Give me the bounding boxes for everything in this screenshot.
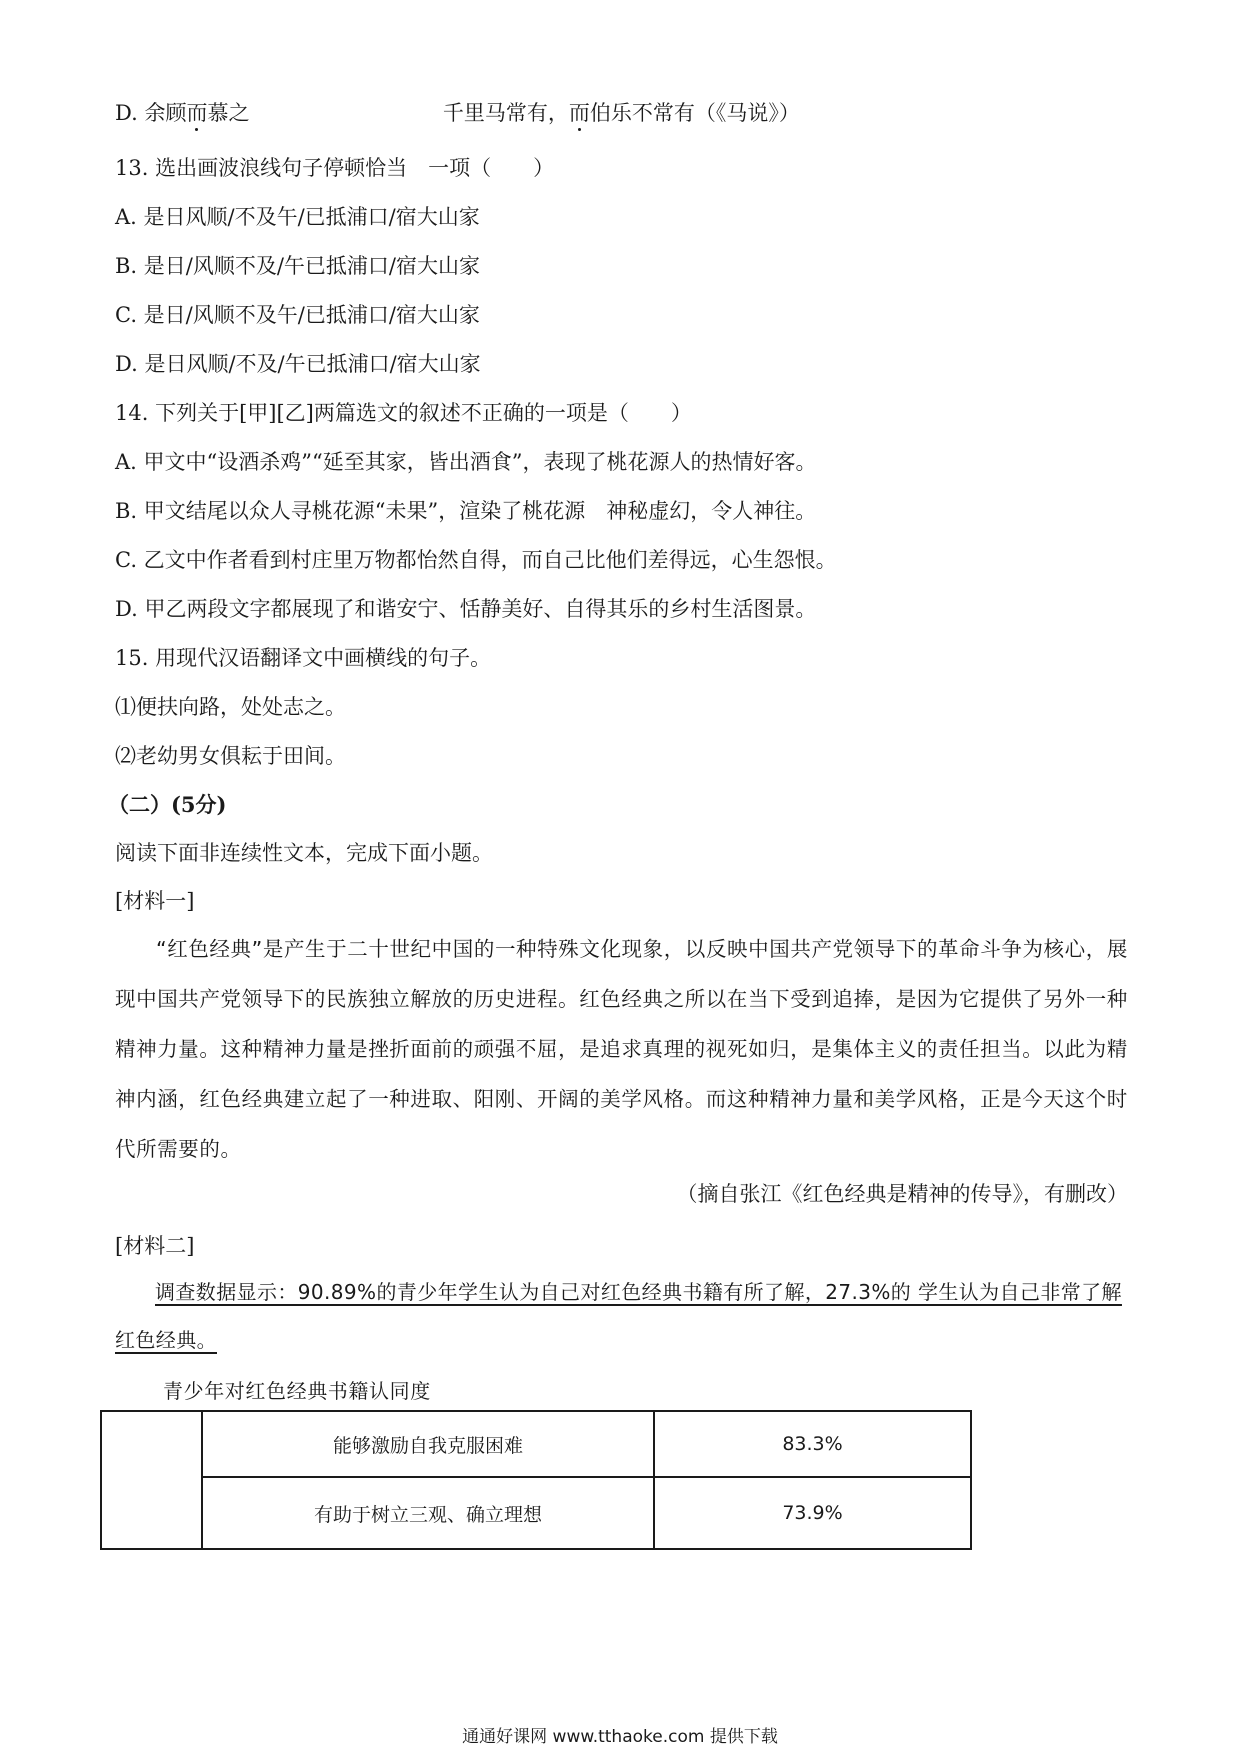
q12-option-d-right-dot: 而 <box>568 101 590 125</box>
q14-option-c: C. 乙文中作者看到村庄里万物都怡然自得，而自己比他们差得远，心生怨恨。 <box>115 548 837 572</box>
q13-option-c: C. 是日/风顺不及午/已抵浦口/宿大山家 <box>115 303 480 327</box>
material1-label: [材料一] <box>115 889 195 913</box>
table-row <box>101 1411 971 1477</box>
survey-text: 调查数据显示：90.89%的青少年学生认为自己对红色经典书籍有所了解，27.3%的 学生认为自己非常了解红色经典。 <box>115 1280 1122 1352</box>
material1-text: “红色经典”是产生于二十世纪中国的一种特殊文化现象，以反映中国共产党领导下的革命斗争为核心，展现中国共产党领导下的民族独立解放的历史进程。红色经典之所以在当下受到追捧，是因为它提供了另外一种精神力量。这种精神力量是挫折面前的顽强不屈，是追求真理的视死如归，是集体主义的责任担当。以此为精神内涵，红色经典建立起了一种进取、阳刚、开阔的美学风格。而这种精神力量和美学风格，正是今天这个时代所需要的。 <box>115 937 1128 1161</box>
q12-option-d-left-pre: 余顾 <box>144 101 187 125</box>
q14-stem: 14. 下列关于[甲][乙]两篇选文的叙述不正确的一项是（ ） <box>115 401 692 425</box>
table-cell-item: 能够激励自我克服困难 <box>202 1411 654 1477</box>
q12-option-d-right-pre: 千里马常有， <box>442 101 569 125</box>
q12-option-d-right-post: 伯乐不常有（《马说》） <box>589 101 800 125</box>
material2-label: [材料二] <box>115 1234 195 1258</box>
section-intro: 阅读下面非连续性文本，完成下面小题。 <box>115 841 493 865</box>
q15-item-1: ⑴便扶向路，处处志之。 <box>115 695 346 719</box>
table-cell-item: 有助于树立三观、确立理想 <box>202 1477 654 1549</box>
q15-item-2: ⑵老幼男女俱耘于田间。 <box>115 744 346 768</box>
page-footer: 通通好课网 www.tthaoke.com 提供下载 <box>462 1727 778 1747</box>
table-cell-value: 73.9% <box>654 1477 971 1549</box>
q14-option-d: D. 甲乙两段文字都展现了和谐安宁、恬静美好、自得其乐的乡村生活图景。 <box>115 597 817 621</box>
section-heading: （二）(5分) <box>108 792 227 817</box>
q12-option-d <box>115 99 800 127</box>
q14-option-a: A. 甲文中“设酒杀鸡”“延至其家，皆出酒食”，表现了桃花源人的热情好客。 <box>115 450 817 474</box>
material2-survey <box>115 1268 1135 1364</box>
table-caption: 青少年对红色经典书籍认同度 <box>163 1379 431 1403</box>
recognition-table <box>100 1410 972 1550</box>
table-cell-value: 83.3% <box>654 1411 971 1477</box>
q12-option-d-left-dot: 而 <box>186 101 208 125</box>
q13-option-a: A. 是日风顺/不及午/已抵浦口/宿大山家 <box>115 205 480 229</box>
q13-option-d: D. 是日风顺/不及/午已抵浦口/宿大山家 <box>115 352 481 376</box>
q12-option-d-left-post: 慕之 <box>207 101 250 125</box>
q13-stem: 13. 选出画波浪线句子停顿恰当 一项（ ） <box>115 156 555 180</box>
q12-option-d-label: D. <box>115 101 138 125</box>
q15-stem: 15. 用现代汉语翻译文中画横线的句子。 <box>115 646 492 670</box>
q13-option-b: B. 是日/风顺不及/午已抵浦口/宿大山家 <box>115 254 481 278</box>
q14-option-b: B. 甲文结尾以众人寻桃花源“未果”，渲染了桃花源 神秘虚幻，令人神往。 <box>115 499 817 523</box>
table-empty-cell <box>101 1411 202 1549</box>
material1-source: （摘自张江《红色经典是精神的传导》，有删改） <box>676 1182 1128 1206</box>
table-row <box>101 1477 971 1549</box>
